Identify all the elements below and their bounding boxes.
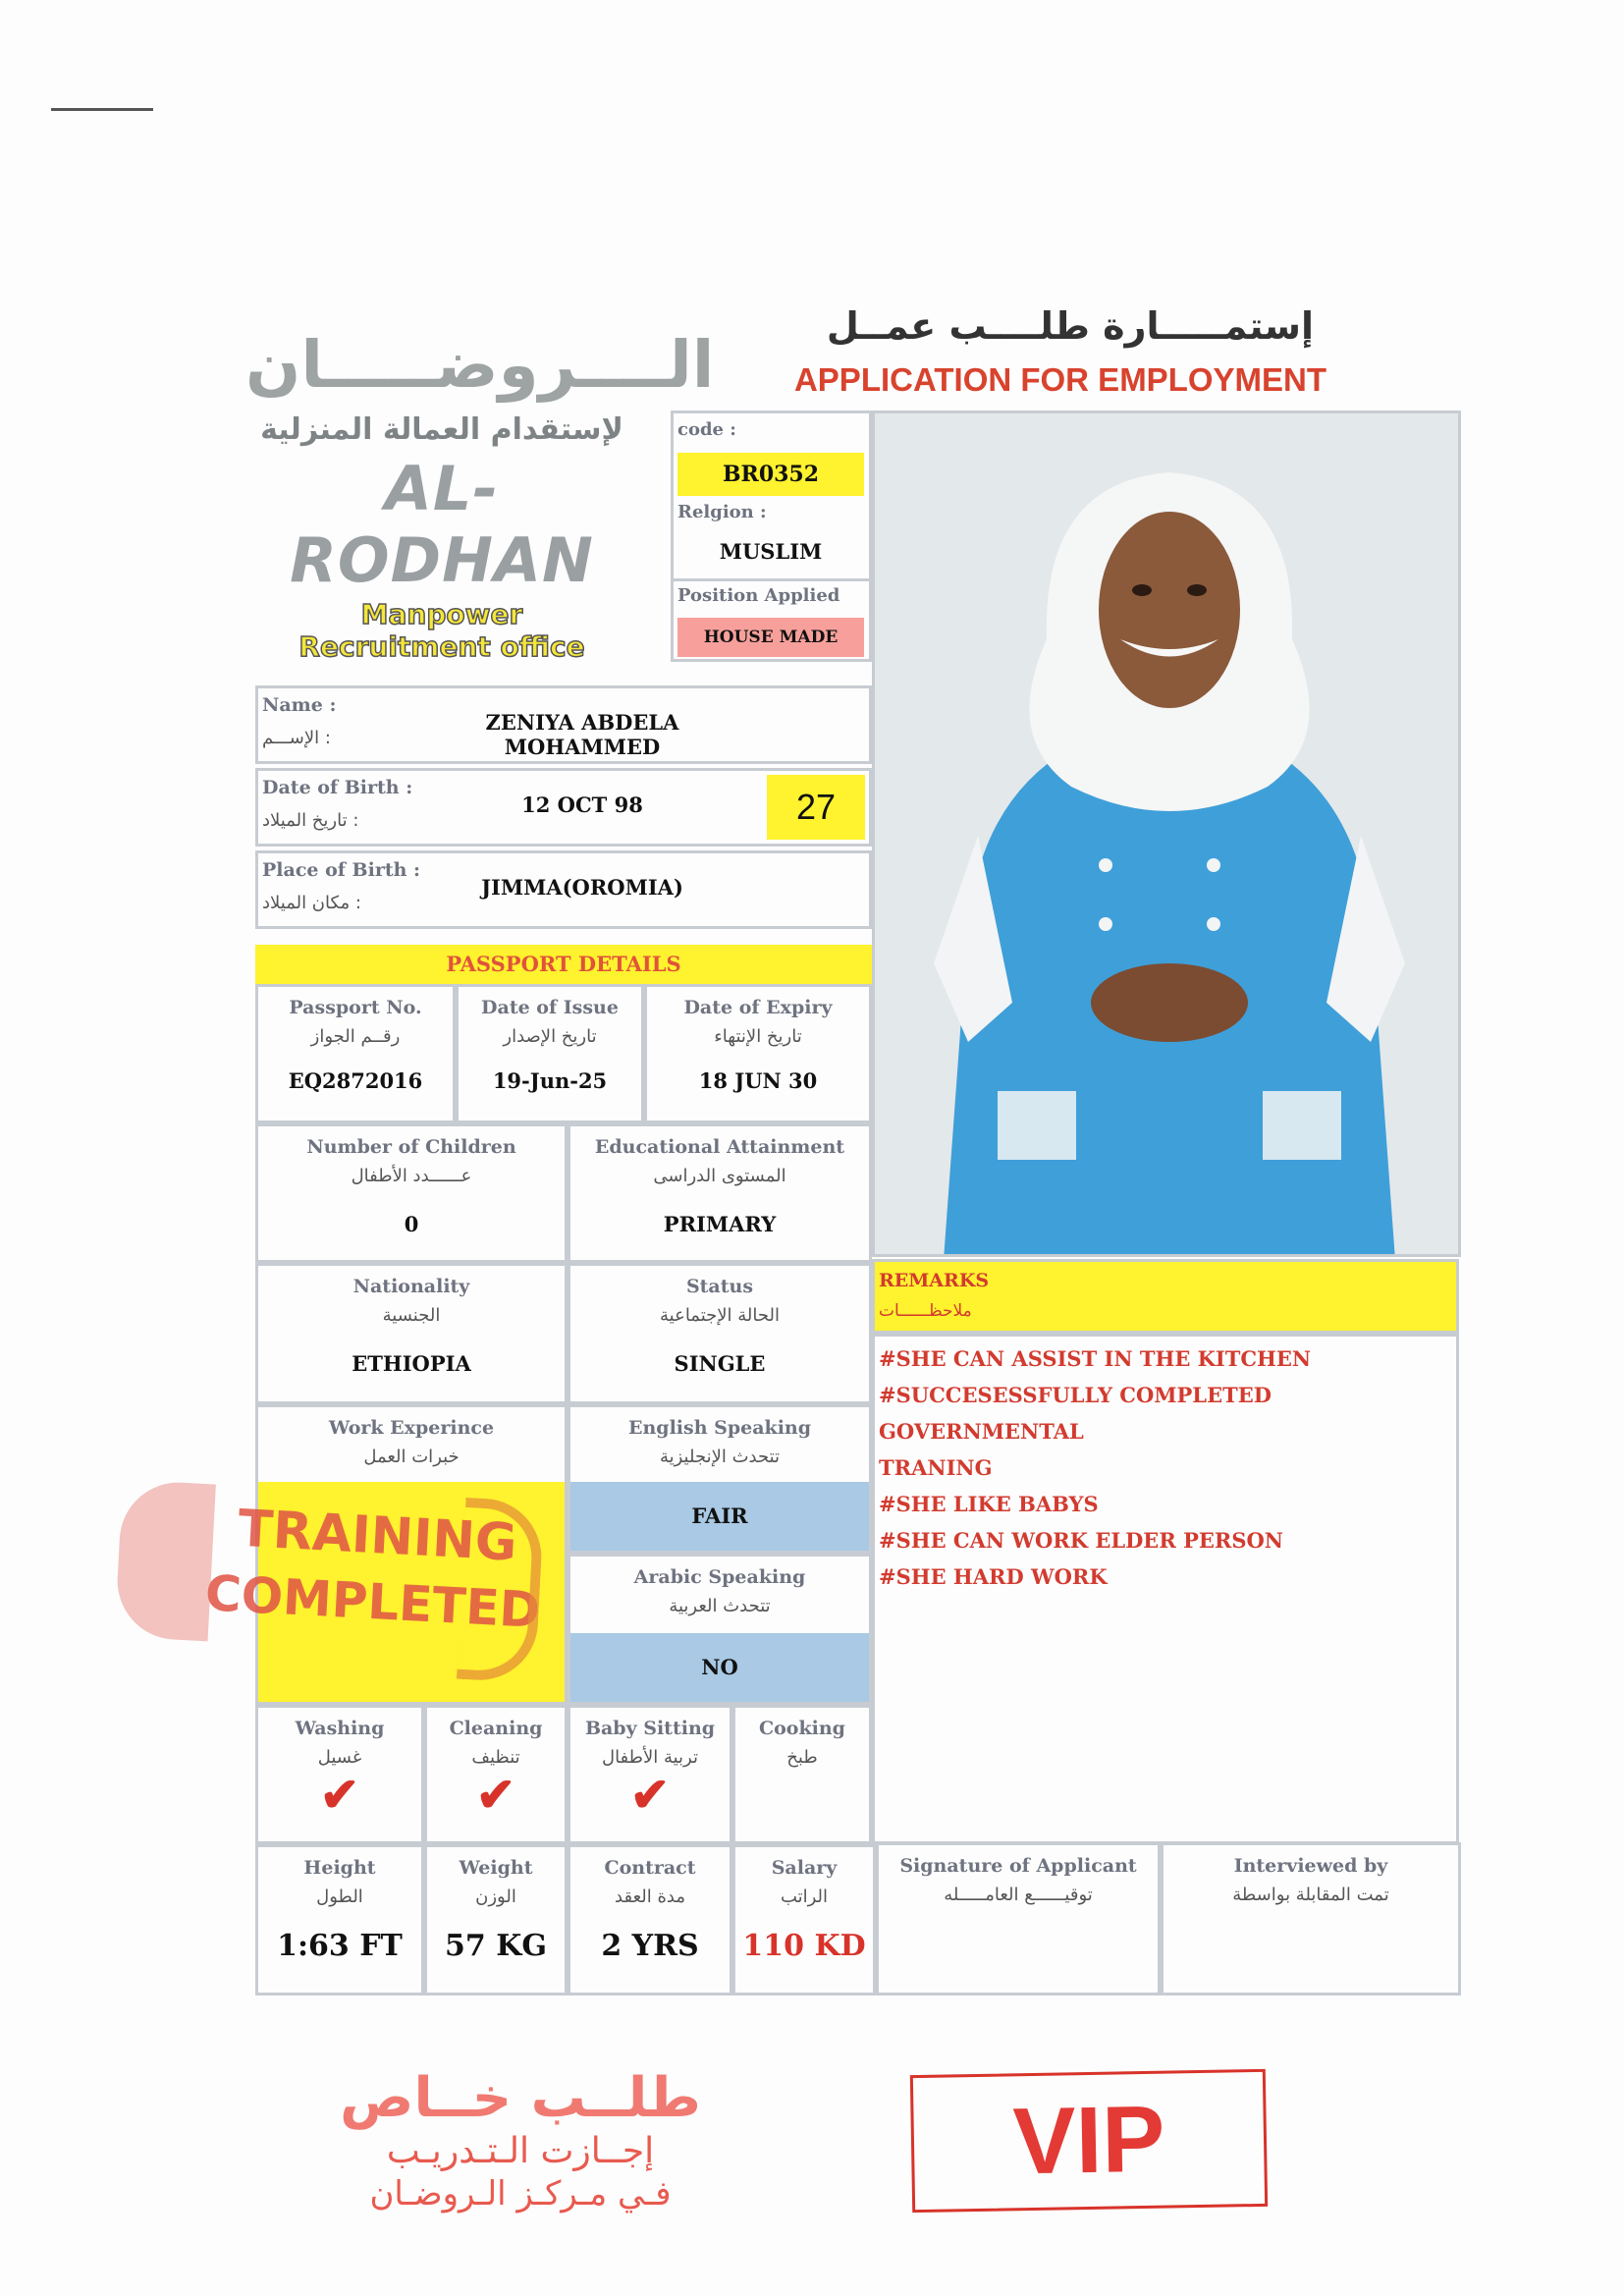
- pob-label: Place of Birth :: [262, 859, 421, 881]
- height-label-ar: الطول: [316, 1886, 363, 1907]
- position-value: HOUSE MADE: [677, 618, 864, 657]
- passport-no-cell: [255, 984, 456, 1123]
- dob-value: 12 OCT 98: [521, 793, 643, 817]
- nationality-label-ar: الجنسية: [382, 1305, 441, 1326]
- name-label: Name :: [262, 694, 337, 716]
- salary-label-ar: الراتب: [780, 1886, 829, 1907]
- special-request-stamp: [295, 2067, 746, 2214]
- contract-value: 2 YRS: [601, 1929, 699, 1963]
- logo-arabic: الــــروضـــــان: [245, 327, 715, 403]
- salary-value: 110 KD: [742, 1929, 866, 1963]
- issue-date-value: 19-Jun-25: [492, 1068, 608, 1093]
- skill-label-ar: طبخ: [786, 1747, 818, 1768]
- education-cell: [568, 1123, 872, 1263]
- expiry-date-label-ar: تاريخ الإنتهاء: [714, 1026, 802, 1047]
- arabic-label-ar: تتحدث العربية: [669, 1596, 771, 1616]
- skill-label: Baby Sitting: [584, 1718, 716, 1739]
- remarks-header: [872, 1259, 1459, 1334]
- contract-label-ar: مدة العقد: [615, 1886, 685, 1907]
- name-label-ar: الإســـم :: [262, 728, 331, 748]
- arabic-value: NO: [570, 1633, 869, 1702]
- remark-line: #SUCCESESSFULLY COMPLETED GOVERNMENTAL: [879, 1383, 1272, 1444]
- skill-label-ar: تربية الأطفال: [601, 1747, 698, 1768]
- special-stamp-line1: طلــب خــاص: [340, 2066, 701, 2130]
- height-cell: [255, 1844, 424, 1995]
- arabic-cell: [568, 1554, 872, 1705]
- form-title-arabic: إستمـــــارة طلــــب عمــل: [826, 304, 1315, 348]
- salary-label: Salary: [771, 1857, 838, 1879]
- skill-label-ar: غسيل: [317, 1747, 362, 1768]
- age-badge: 27: [767, 775, 865, 840]
- height-label: Height: [303, 1857, 376, 1879]
- applicant-photo: [872, 410, 1461, 1257]
- education-label: Educational Attainment: [594, 1136, 845, 1158]
- signature-label-ar: توقيــــــع العامـــــله: [944, 1885, 1093, 1905]
- name-value: ZENIYA ABDELA MOHAMMED: [485, 710, 679, 759]
- interviewed-label-ar: تمت المقابلة بواسطة: [1232, 1885, 1389, 1905]
- code-label: code :: [677, 419, 736, 440]
- signature-cell: [876, 1842, 1161, 1995]
- education-value: PRIMARY: [663, 1212, 777, 1236]
- children-label: Number of Children: [306, 1136, 516, 1158]
- vip-stamp: VIP: [910, 2069, 1268, 2213]
- remark-line: TRANING: [879, 1455, 993, 1480]
- logo-latin: AL-RODHAN: [290, 453, 594, 596]
- education-label-ar: المستوى الدراسى: [653, 1166, 786, 1186]
- weight-cell: [424, 1844, 568, 1995]
- status-value: SINGLE: [674, 1351, 766, 1376]
- contract-label: Contract: [604, 1857, 696, 1879]
- experience-label: Work Experince: [328, 1417, 495, 1439]
- logo-arabic-sub: لإستقدام العمالة المنزلية: [260, 412, 623, 447]
- issue-date-label-ar: تاريخ الإصدار: [503, 1026, 597, 1047]
- children-value: 0: [404, 1212, 419, 1236]
- remarks-title-ar: ملاحظــــــات: [879, 1301, 972, 1321]
- english-label: English Speaking: [627, 1417, 812, 1439]
- special-stamp-line2: إجــازت الـتـدريـب: [386, 2131, 655, 2171]
- status-label-ar: الحالة الإجتماعية: [660, 1305, 780, 1326]
- expiry-date-value: 18 JUN 30: [698, 1068, 818, 1093]
- interviewed-cell: [1161, 1842, 1461, 1995]
- passport-title: PASSPORT DETAILS: [255, 945, 872, 984]
- expiry-date-label: Date of Expiry: [683, 997, 833, 1018]
- status-cell: [568, 1263, 872, 1404]
- salary-cell: [732, 1844, 876, 1995]
- code-block: [671, 410, 872, 662]
- training-stamp-line1: TRAINING: [236, 1499, 518, 1573]
- children-label-ar: عــــــدد الأطفال: [351, 1166, 472, 1186]
- logo-tagline-2: Recruitment office: [298, 630, 585, 663]
- remark-line: #SHE LIKE BABYS: [879, 1492, 1099, 1516]
- logo-tagline-1: Manpower: [360, 598, 523, 630]
- english-label-ar: تتحدث الإنجليزية: [659, 1447, 781, 1467]
- nationality-value: ETHIOPIA: [352, 1351, 471, 1376]
- english-cell: [568, 1404, 872, 1554]
- nationality-label: Nationality: [352, 1276, 470, 1297]
- interviewed-label: Interviewed by: [1233, 1855, 1388, 1877]
- issue-date-cell: [456, 984, 644, 1123]
- contract-cell: [568, 1844, 732, 1995]
- check-icon: ✔: [319, 1768, 360, 1823]
- skill-baby-sitting: [568, 1705, 732, 1844]
- remark-line: #SHE CAN WORK ELDER PERSON: [879, 1528, 1283, 1553]
- religion-value: MUSLIM: [719, 539, 823, 564]
- signature-label: Signature of Applicant: [899, 1855, 1137, 1877]
- skill-washing: [255, 1705, 424, 1844]
- special-stamp-line3: فـي مـركـز الـروضـان: [369, 2174, 672, 2214]
- name-row: [255, 685, 872, 764]
- issue-date-label: Date of Issue: [481, 997, 619, 1018]
- arabic-label: Arabic Speaking: [633, 1566, 806, 1588]
- status-label: Status: [685, 1276, 754, 1297]
- remarks-title: REMARKS: [879, 1270, 990, 1291]
- religion-label: Relgion :: [677, 502, 767, 522]
- remark-line: #SHE HARD WORK: [879, 1564, 1108, 1589]
- weight-label-ar: الوزن: [475, 1886, 516, 1907]
- training-completed-stamp: [114, 1480, 555, 1679]
- expiry-date-cell: [644, 984, 872, 1123]
- skill-label-ar: تنظيف: [471, 1747, 520, 1768]
- remarks-body: [872, 1334, 1459, 1844]
- weight-label: Weight: [459, 1857, 533, 1879]
- remark-line: #SHE CAN ASSIST IN THE KITCHEN: [879, 1346, 1312, 1371]
- height-value: 1:63 FT: [277, 1929, 403, 1963]
- stamp-bracket-left: [115, 1480, 216, 1642]
- position-label: Position Applied: [677, 585, 840, 606]
- pob-label-ar: مكان الميلاد :: [262, 893, 361, 913]
- stamp-bracket-right: [457, 1498, 545, 1683]
- nationality-cell: [255, 1263, 568, 1404]
- code-value: BR0352: [677, 453, 864, 496]
- skill-cleaning: [424, 1705, 568, 1844]
- skill-label: Cleaning: [449, 1718, 543, 1739]
- weight-value: 57 KG: [445, 1929, 547, 1963]
- training-stamp-line2: COMPLETED: [203, 1564, 542, 1639]
- dob-label-ar: تاريخ الميلاد :: [262, 810, 359, 831]
- children-cell: [255, 1123, 568, 1263]
- english-value: FAIR: [570, 1482, 869, 1551]
- skill-cooking: [732, 1705, 872, 1844]
- experience-label-ar: خبرات العمل: [363, 1447, 460, 1467]
- check-icon: ✔: [629, 1768, 671, 1823]
- scan-mark: [51, 108, 153, 111]
- skill-label: Cooking: [759, 1718, 845, 1739]
- passport-no-label: Passport No.: [289, 997, 422, 1018]
- skill-label: Washing: [295, 1718, 385, 1739]
- form-title: APPLICATION FOR EMPLOYMENT: [793, 361, 1327, 398]
- pob-value: JIMMA(OROMIA): [481, 875, 683, 900]
- pob-row: [255, 850, 872, 929]
- passport-no-value: EQ2872016: [288, 1068, 423, 1093]
- check-icon: ✔: [475, 1768, 516, 1823]
- dob-label: Date of Birth :: [262, 777, 413, 798]
- passport-no-label-ar: رقــم الجواز: [310, 1026, 401, 1047]
- dob-row: [255, 768, 872, 847]
